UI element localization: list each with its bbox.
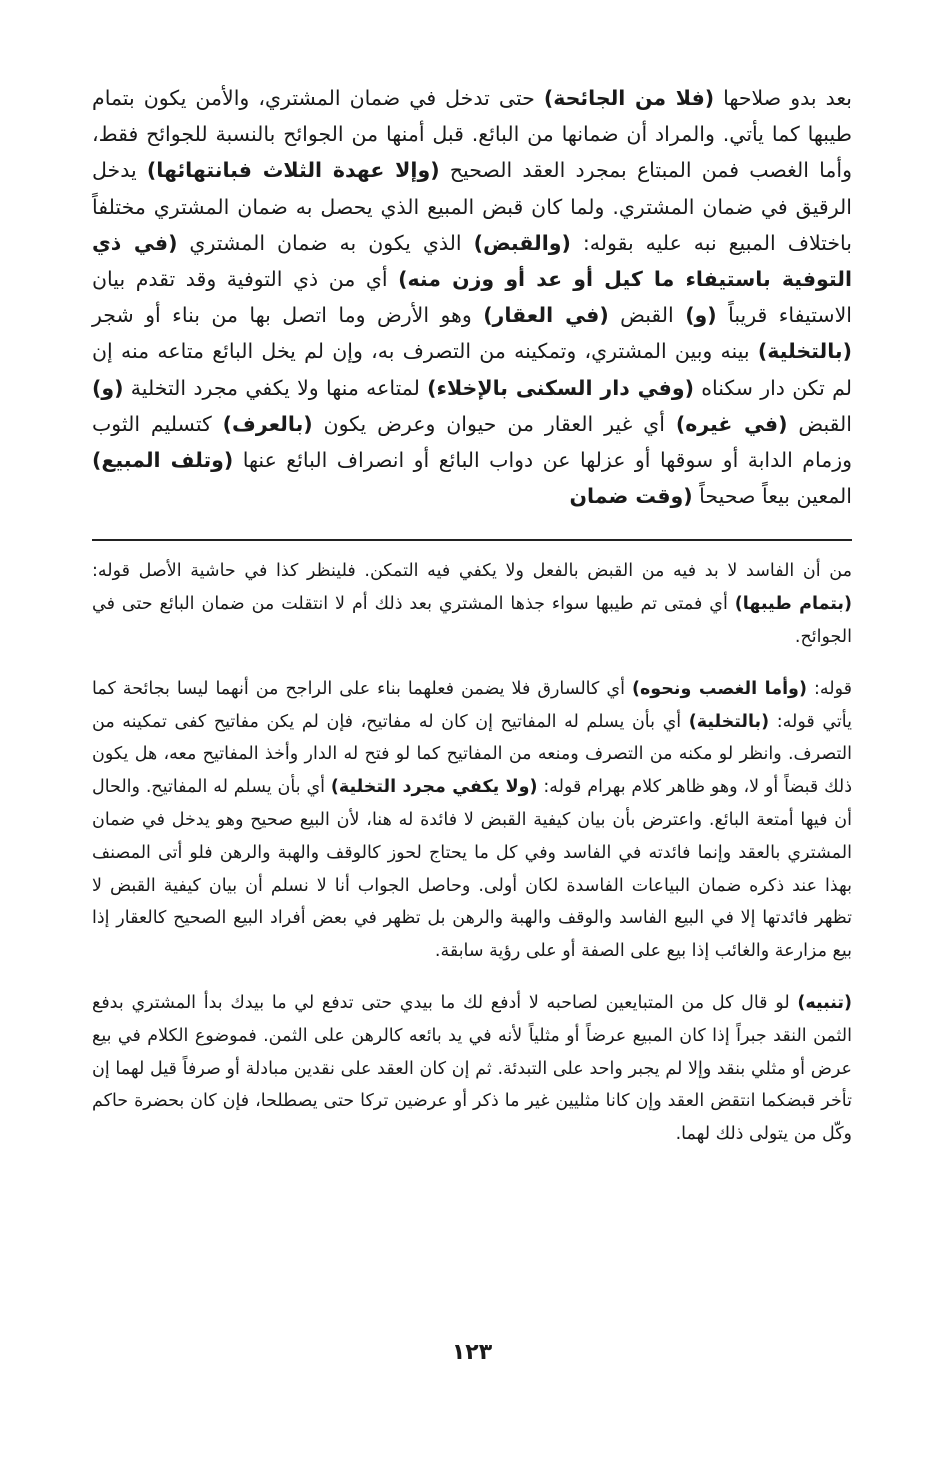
- bold-matn-text: (وأما الغصب ونحوه): [631, 678, 807, 699]
- footnote-paragraph-1: [92, 555, 852, 653]
- text-run: القبض: [608, 303, 686, 328]
- bold-matn-text: (و): [685, 303, 717, 328]
- text-run: قوله:: [806, 678, 852, 699]
- bold-matn-text: (في ذي التوفية باستيفاء ما كيل أو عد أو وزن منه): [92, 230, 852, 292]
- text-run: بعد بدو صلاحها: [714, 86, 852, 110]
- footnotes: [92, 555, 852, 1151]
- text-run: أي من ذي التوفية وقد تقدم بيان الاستيفاء قريباً: [92, 267, 852, 328]
- text-run: كتسليم الثوب وزمام الدابة أو سوقها أو عزلها عن دواب البائع أو انصراف البائع عنها: [92, 411, 853, 473]
- bold-matn-text: (بالتخلية): [688, 711, 770, 732]
- footnote-paragraph-3: [92, 987, 852, 1151]
- text-run: من أن الفاسد لا بد فيه من القبض بالفعل ولا يكفي فيه التمكن. فلينظر كذا في حاشية الأصل قوله:: [92, 561, 852, 582]
- bold-matn-text: (وتلف المبيع): [92, 448, 234, 473]
- text-run: أي فمتى تم طيبها سواء جذها المشتري بعد ذلك أم لا انتقلت من ضمان البائع حتى في الجوائح.: [92, 594, 852, 648]
- bold-matn-text: (ولا يكفي مجرد التخلية): [330, 777, 538, 798]
- page-body: [92, 80, 852, 1151]
- bold-matn-text: (في العقار): [483, 303, 609, 328]
- text-run: الذي يكون به ضمان المشتري: [177, 230, 474, 255]
- bold-matn-text: (وفي دار السكنى بالإخلاء): [427, 375, 694, 400]
- text-run: يدخل الرقيق في ضمان المشتري. ولما كان قبض المبيع الذي يحصل به ضمان المشتري مختلفاً باختلاف المبيع نبه عليه بقوله:: [92, 158, 852, 255]
- footnote-paragraph-2: [92, 673, 852, 968]
- bold-matn-text: (والقبض): [473, 230, 571, 255]
- text-run: بينه وبين المشتري، وتمكينه من التصرف به، وإن لم يخل البائع متاعه منه إن لم تكن دار سكناه: [92, 339, 853, 400]
- text-run: أي غير العقار من حيوان وعرض يكون: [312, 411, 676, 436]
- text-run: لمتاعه منها ولا يكفي مجرد التخلية: [123, 375, 428, 400]
- text-run: القبض: [787, 411, 852, 436]
- bold-matn-text: (في غيره): [675, 411, 788, 436]
- text-run: أي كالسارق فلا يضمن فعلهما بناء على الراجح من أنهما ليسا بجائحة كما يأتي قوله:: [92, 678, 852, 732]
- text-run: حتى تدخل في ضمان المشتري، والأمن يكون بتمام طيبها كما يأتي. والمراد أن ضمانها من البائع. قبل أمنها من الجوائح بالنسبة للجوائح فقط، وأما الغصب فمن المبتاع بمجرد العقد الصحيح: [92, 86, 853, 183]
- page-number: ١٢٣: [451, 1340, 493, 1365]
- text-run: وهو الأرض وما اتصل بها من بناء أو شجر: [92, 303, 484, 328]
- main-text: [92, 80, 852, 514]
- bold-matn-text: (فلا من الجائحة): [543, 86, 715, 110]
- text-run: لو قال كل من المتبايعين لصاحبه لا أدفع لك ما بيدي حتى تدفع لي ما بيدك بدأ المشتري بدفع الثمن النقد جبراً إذا كان المبيع عرضاً أو مثلياً لأنه في يد بائعه كالرهن على الثمن. فموضوع الكلام في بيع عرض أو مثلي بنقد وإلا لم يجبر واحد على التبدئة. ثم إن كان العقد على نقدين مبادلة أو صرفاً قيل لهما إن تأخر قبضكما انتقض العقد وإن كانا مثليين غير ما ذكر أو عرضين تركا حتى يصطلحا، فإن كان بحضرة حاكم وكّل من يتولى ذلك لهما.: [92, 993, 852, 1145]
- bold-matn-text: (بالتخلية): [757, 339, 852, 364]
- text-run: أي بأن يسلم له المفاتيح إن كان له مفاتيح، فإن لم يكن مفاتيح كفى تمكينه من التصرف. وانظر لو مكنه من التصرف ومنعه من المفاتيح كما لو فتح له الدار وأخذ المفاتيح معه، هل يكون ذلك قبضاً أو لا، وهو ظاهر كلام بهرام قوله:: [92, 711, 852, 798]
- bold-matn-text: (بتمام طيبها): [734, 594, 852, 615]
- bold-matn-text: (وقت ضمان: [569, 484, 693, 509]
- text-run: المعين بيعاً صحيحاً: [692, 484, 852, 509]
- bold-matn-text: (و): [92, 375, 124, 400]
- bold-matn-text: (وإلا عهدة الثلاث فبانتهائها): [146, 158, 440, 183]
- bold-matn-text: (تنبيه): [797, 993, 852, 1013]
- main-paragraph: [92, 80, 852, 514]
- footnote-separator: [92, 539, 852, 541]
- text-run: أي بأن يسلم له المفاتيح. والحال أن فيها أمتعة البائع. واعترض بأن بيان كيفية القبض لا فائدة له هنا، لأن البيع صحيح وهو يدخل في ضمان المشتري بالعقد وإنما فائدته في الفاسد وفي كل ما يحتاج لحوز كالوقف والهبة والرهن فلو أتى المصنف بهذا عند ذكره ضمان البياعات الفاسدة لكان أولى. وحاصل الجواب أنا لا نسلم أن بيان كيفية القبض لا تظهر فائدتها إلا في البيع الفاسد والوقف والهبة والرهن بل تظهر في بعض أفراد البيع الصحيح كالعقار إذا بيع مزارعة والغائب إذا بيع على الصفة أو على رؤية سابقة.: [92, 777, 852, 962]
- bold-matn-text: (بالعرف): [222, 411, 313, 436]
